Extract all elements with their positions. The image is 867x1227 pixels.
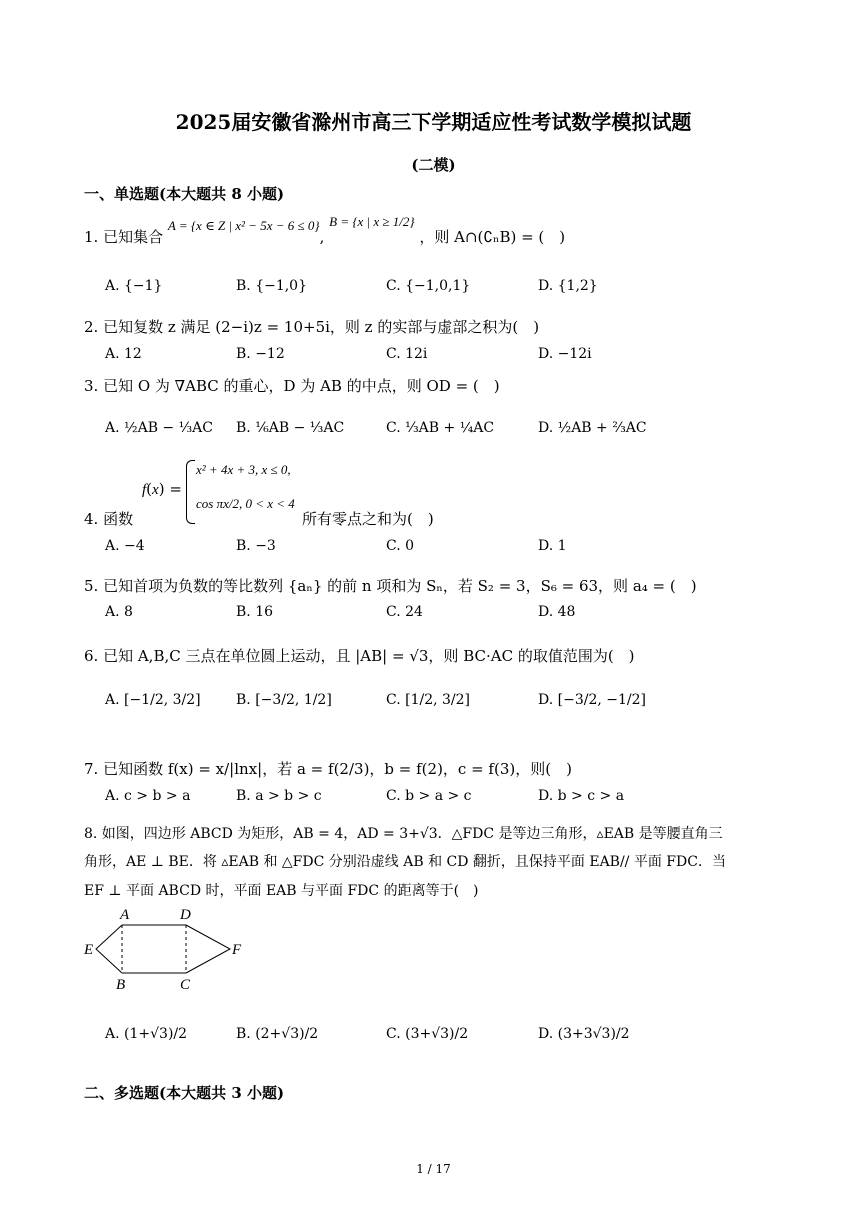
triangle-eab [96,925,122,973]
q8-option-b[interactable]: B. (2+√3)/2 [236,1026,319,1042]
q3-option-b[interactable]: B. ⅙AB − ⅓AC [236,420,345,436]
page-number: 1 / 17 [416,1162,451,1176]
q4-option-b[interactable]: B. −3 [236,538,276,554]
vertex-label-f: F [232,942,242,958]
question-4-stem-a: 4. 函数 [84,510,134,528]
question-8-line-2: 角形，AE ⊥ BE．将 ▵EAB 和 △FDC 分别沿虚线 AB 和 CD 翻折，且保持平面 EAB// 平面 FDC．当 [84,854,726,870]
question-1-stem-b: ，则 A∩(∁ₙB) = ( ) [419,228,566,246]
q4-option-c[interactable]: C. 0 [386,538,415,554]
triangle-fdc [186,925,230,973]
q3-option-c[interactable]: C. ⅓AB + ¼AC [386,420,495,436]
q8-option-c[interactable]: C. (3+√3)/2 [386,1026,469,1042]
question-2: 2. 已知复数 z 满足 (2−i)z = 10+5i，则 z 的实部与虚部之积为( ) [84,318,540,336]
q6-option-a[interactable]: A. [−1/2, 3/2] [105,692,201,708]
q5-option-d[interactable]: D. 48 [538,604,576,620]
question-6: 6. 已知 A,B,C 三点在单位圆上运动，且 |AB| = √3，则 BC·AC 的取值范围为( ) [84,647,635,665]
q1-option-b[interactable]: B. {−1,0} [236,278,307,294]
set-a-expression: A = {x ∈ Z | x² − 5x − 6 ≤ 0} [167,218,320,233]
q7-option-a[interactable]: A. c > b > a [105,788,191,804]
q6-option-b[interactable]: B. [−3/2, 1/2] [236,692,332,708]
piecewise-function-label: f(x) = [142,480,182,498]
q7-option-d[interactable]: D. b > c > a [538,788,625,804]
q2-option-b[interactable]: B. −12 [236,346,285,362]
q3-option-a[interactable]: A. ½AB − ⅓AC [105,420,214,436]
vertex-label-b: B [116,977,126,993]
section-heading-multiple-choice: 二、多选题(本大题共 3 小题) [84,1084,285,1102]
question-4-stem-b: 所有零点之和为( ) [302,510,434,528]
page-subtitle: (二模) [411,156,456,174]
question-7: 7. 已知函数 f(x) = x/|lnx|，若 a = f(2/3)，b = f(2)，c = f(3)，则( ) [84,760,572,778]
section-heading-single-choice: 一、单选题(本大题共 8 小题) [84,185,285,203]
vertex-label-e: E [84,942,94,958]
q6-option-d[interactable]: D. [−3/2, −1/2] [538,692,646,708]
q1-option-d[interactable]: D. {1,2} [538,278,598,294]
q2-option-d[interactable]: D. −12i [538,346,592,362]
vertex-label-d: D [180,907,191,923]
set-b-expression: B = {x | x ≥ 1/2} [329,214,415,229]
question-5: 5. 已知首项为负数的等比数列 {aₙ} 的前 n 项和为 Sₙ，若 S₂ = 3，S₆ = 63，则 a₄ = ( ) [84,577,697,595]
q5-option-a[interactable]: A. 8 [105,604,133,620]
q1-option-c[interactable]: C. {−1,0,1} [386,278,471,294]
piecewise-brace [186,460,195,524]
q3-option-d[interactable]: D. ½AB + ⅔AC [538,420,647,436]
q2-option-c[interactable]: C. 12i [386,346,428,362]
q7-option-c[interactable]: C. b > a > c [386,788,472,804]
question-8-line-1: 8. 如图，四边形 ABCD 为矩形，AB = 4，AD = 3+√3．△FDC 是等边三角形，▵EAB 是等腰直角三 [84,826,723,842]
rectangle-folding-figure [80,903,260,995]
question-8-line-3: EF ⊥ 平面 ABCD 时，平面 EAB 与平面 FDC 的距离等于( ) [84,883,479,899]
question-1-stem-a: 1. 已知集合 [84,228,164,246]
q2-option-a[interactable]: A. 12 [105,346,142,362]
vertex-label-c: C [180,977,191,993]
q5-option-b[interactable]: B. 16 [236,604,274,620]
q8-option-d[interactable]: D. (3+3√3)/2 [538,1026,630,1042]
piecewise-case-2: cos πx/2, 0 < x < 4 [196,496,295,511]
question-3: 3. 已知 O 为 ∇ABC 的重心，D 为 AB 的中点，则 OD = ( ) [84,377,500,395]
q6-option-c[interactable]: C. [1/2, 3/2] [386,692,470,708]
q8-option-a[interactable]: A. (1+√3)/2 [105,1026,188,1042]
page-title: 2025届安徽省滁州市高三下学期适应性考试数学模拟试题 [175,110,692,134]
q7-option-b[interactable]: B. a > b > c [236,788,322,804]
q1-option-a[interactable]: A. {−1} [105,278,163,294]
q4-option-a[interactable]: A. −4 [105,538,145,554]
piecewise-case-1: x² + 4x + 3, x ≤ 0, [196,462,291,477]
q5-option-c[interactable]: C. 24 [386,604,423,620]
vertex-label-a: A [120,907,130,923]
q4-option-d[interactable]: D. 1 [538,538,567,554]
question-1: 1. 已知集合 A = {x ∈ Z | x² − 5x − 6 ≤ 0}, B = {x | x ≥ 1/2} ，则 A∩(∁ₙB) = ( ) [84,214,566,246]
